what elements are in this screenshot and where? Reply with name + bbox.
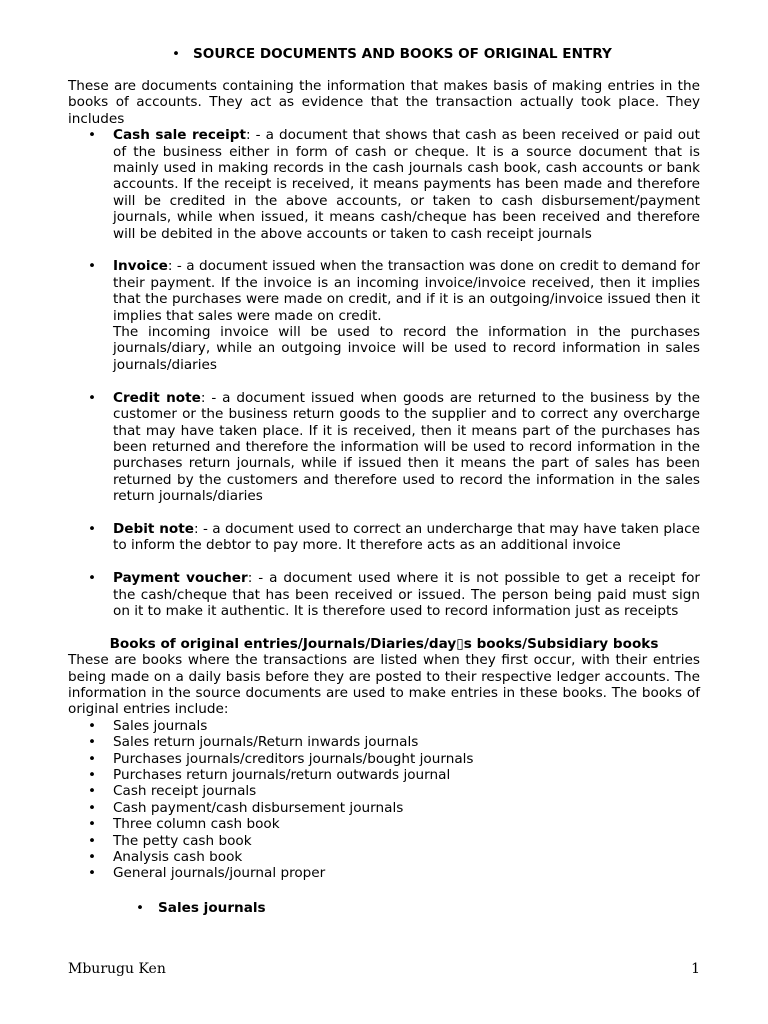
sales-journals-heading-text: Sales journals: [158, 899, 266, 916]
bullet-icon: •: [88, 865, 97, 882]
book-list-item: [68, 816, 700, 832]
books-intro-paragraph: These are books where the transactions are listed when they first occur, with their entries being made on a daily basis before they are posted to their respective ledger accounts. The information in the source documents are used to make entries in these books. The books of original entries include:: [68, 652, 700, 718]
source-document-description: : - a document issued when the transaction was done on credit to demand for their payment. If the invoice is an incoming invoice/invoice received, then it implies that the purchases were made on credit, and if it is an outgoing/invoice issued then it implies that sales were made on credit.: [113, 258, 700, 324]
book-list-item: [68, 849, 700, 865]
page-number: 1: [691, 961, 700, 977]
bullet-icon: •: [88, 849, 97, 866]
footer-author: Mburugu Ken: [68, 961, 166, 977]
source-document-description: : - a document that shows that cash as been received or paid out of the business either in form of cash or cheque. It is a source document that is mainly used in making records in the cash journals cash book, cash accounts or bank accounts. If the receipt is received, it means payments has been made and therefore will be credited in the above accounts, or taken to cash disbursement/payment journals, while when issued, it means cash/cheque has been received and therefore will be debited in the above accounts or taken to cash receipt journals: [113, 127, 700, 242]
book-list-item: [68, 718, 700, 734]
document-page: [68, 44, 700, 916]
book-name: The petty cash book: [113, 832, 252, 849]
source-document-term: Invoice: [113, 258, 168, 275]
bullet-icon: •: [88, 717, 97, 734]
bullet-icon: •: [88, 734, 97, 751]
source-document-description: : - a document issued when goods are returned to the business by the customer or the business return goods to the supplier and to correct any overcharge that may have taken place. If it is received, then it means part of the purchases has been returned and therefore the information will be used to record information in the purchases return journals, while if issued then it means the part of sales has been returned by the customers and therefore used to record the information in the sales return journals/diaries: [113, 389, 700, 505]
book-name: Sales return journals/Return inwards journals: [113, 734, 419, 751]
book-list-item: [68, 833, 700, 849]
sales-journals-heading: [68, 900, 700, 916]
book-list-item: [68, 734, 700, 750]
intro-paragraph: These are documents containing the information that makes basis of making entries in the books of accounts. They act as evidence that the transaction actually took place. They includes: [68, 78, 700, 127]
source-document-term: Debit note: [113, 520, 194, 537]
book-list-item: [68, 783, 700, 799]
bullet-icon: •: [88, 520, 97, 537]
source-document-extra: The incoming invoice will be used to record the information in the purchases journals/diary, while an outgoing invoice will be used to record information in sales journals/diaries: [113, 324, 700, 373]
book-list-item: [68, 751, 700, 767]
bullet-icon: •: [88, 832, 97, 849]
source-document-item: [68, 127, 700, 242]
book-name: Purchases journals/creditors journals/bought journals: [113, 750, 474, 767]
bullet-icon: •: [88, 816, 97, 833]
book-list-item: [68, 767, 700, 783]
books-section-title: Books of original entries/Journals/Diaries/day▯s books/Subsidiary books: [109, 635, 659, 652]
source-document-item: [68, 390, 700, 505]
book-name: Three column cash book: [113, 816, 280, 833]
book-name: Cash receipt journals: [113, 783, 257, 800]
book-name: Purchases return journals/return outwards journal: [113, 766, 451, 783]
bullet-icon: •: [136, 899, 145, 916]
source-document-item: [68, 258, 700, 373]
bullet-icon: •: [88, 127, 97, 144]
bullet-icon: •: [172, 46, 181, 62]
book-list-item: [68, 865, 700, 881]
bullet-icon: •: [88, 258, 97, 275]
document-title: [68, 44, 700, 64]
source-document-description: : - a document used where it is not possible to get a receipt for the cash/cheque that has been received or issued. The person being paid must sign on it to make it authentic. It is therefore used to record information just as receipts: [113, 570, 701, 619]
book-name: Sales journals: [113, 717, 208, 734]
source-document-description: : - a document used to correct an undercharge that may have taken place to inform the debtor to pay more. It therefore acts as an additional invoice: [113, 520, 701, 554]
bullet-icon: •: [88, 766, 97, 783]
source-document-item: [68, 521, 700, 554]
source-document-term: Cash sale receipt: [113, 127, 247, 144]
book-name: General journals/journal proper: [113, 865, 326, 882]
books-list: [68, 718, 700, 882]
bullet-icon: •: [88, 799, 97, 816]
document-title-text: SOURCE DOCUMENTS AND BOOKS OF ORIGINAL ENTRY: [193, 46, 612, 62]
source-document-term: Credit note: [113, 389, 201, 406]
book-name: Analysis cash book: [113, 849, 243, 866]
bullet-icon: •: [88, 750, 97, 767]
book-name: Cash payment/cash disbursement journals: [113, 799, 404, 816]
source-document-term: Payment voucher: [113, 570, 248, 587]
bullet-icon: •: [88, 389, 97, 406]
bullet-icon: •: [88, 783, 97, 800]
source-document-item: [68, 570, 700, 619]
source-documents-list: [68, 127, 700, 619]
bullet-icon: •: [88, 570, 97, 587]
book-list-item: [68, 800, 700, 816]
